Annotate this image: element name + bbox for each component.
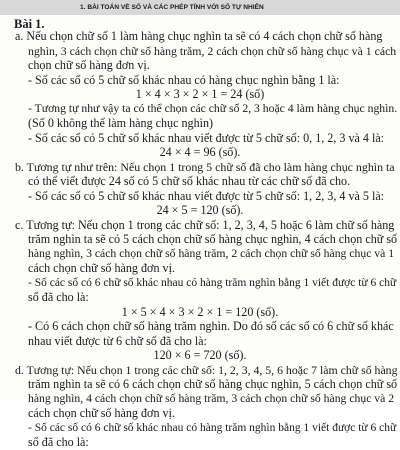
text-line: hàng nghìn, 3 cách chọn chữ số hàng trăm, 2 cách chọn chữ số hàng chục và 1: [28, 246, 395, 260]
text-line: - Có 6 cách chọn chữ số hàng trăm nghìn. Do đó số các số có 6 chữ số khác: [28, 319, 394, 333]
text-line: - Số các số có 5 chữ số khác nhau có hàng chục nghìn bằng 1 là:: [28, 72, 340, 87]
text-line: - Số các số có 5 chữ số khác nhau viết được từ 5 chữ số: 0, 1, 2, 3 và 4 là:: [28, 130, 385, 145]
text-line: - Số các số có 5 chữ số khác nhau viết được từ 5 chữ số: 1, 2, 3, 4 và 5 là:: [28, 188, 385, 203]
formula-line: 24 × 4 = 96 (số).: [159, 145, 241, 159]
text-line: a. Nếu chọn chữ số 1 làm hàng chục nghìn ta sẽ có 4 cách chọn chữ số hàng: [15, 29, 383, 43]
exercise-label: Bài 1.: [14, 17, 45, 31]
text-line: d. Tương tự: Nếu chọn 1 trong các chữ số: 1, 2, 3, 4, 5, 6 hoặc 7 làm chữ số hàng: [15, 362, 398, 377]
text-line: trăm nghìn ta sẽ có 6 cách chọn chữ số hàng chục nghìn, 5 cách chọn chữ số: [28, 377, 398, 391]
text-line: số đã cho là:: [28, 435, 89, 449]
text-line: nghìn, 3 cách chọn chữ số hàng trăm, 2 cách chọn chữ số hàng chục và 1 cách: [28, 43, 397, 58]
text-line: nhau viết được từ 6 chữ số đã cho là:: [28, 333, 207, 348]
formula-line: 1 × 4 × 3 × 2 × 1 = 24 (số): [135, 87, 265, 101]
section-title: 1. BÀI TOÁN VỀ SỐ VÀ CÁC PHÉP TÍNH VỚI SỐ TỰ NHIÊN: [80, 4, 264, 11]
text-line: (Số 0 không thể làm hàng chục nghìn): [28, 116, 214, 130]
text-line: - Số các số có 6 chữ số khác nhau có hàng trăm nghìn bằng 1 viết được từ 6 chữ: [28, 421, 397, 434]
formula-line: 1 × 5 × 4 × 3 × 2 × 1 = 120 (số).: [121, 304, 279, 319]
formula-line: 120 × 6 = 720 (số).: [153, 348, 247, 362]
text-line: - Tương tự như vậy ta có thể chọn các chữ số 2, 3 hoặc 4 làm hàng chục nghìn.: [28, 101, 398, 115]
text-line: b. Tương tự như trên: Nếu chọn 1 trong 5 chữ số đã cho làm hàng chục nghìn ta: [15, 159, 395, 174]
text-line: số đã cho là:: [28, 290, 89, 304]
formula-line: 24 × 5 = 120 (số).: [156, 203, 244, 217]
text-line: cách chọn chữ số hàng đơn vị.: [28, 261, 175, 275]
text-line: có thể viết được 24 số có 5 chữ số khác nhau từ các chữ số đã cho.: [28, 174, 351, 188]
text-line: c. Tương tự: Nếu chọn 1 trong các chữ số: 1, 2, 3, 4, 5 hoặc 6 làm chữ số hàng: [15, 217, 395, 232]
text-line: cách chọn chữ số hàng đơn vị.: [28, 406, 175, 420]
text-line: - Số các số có 6 chữ số khác nhau có hàng trăm nghìn bằng 1 viết được từ 6 chữ: [28, 276, 397, 289]
text-line: hàng nghìn, 4 cách chọn chữ số hàng trăm, 3 cách chọn chữ số hàng chục và 2: [28, 391, 395, 405]
text-line: chọn chữ số hàng đơn vị.: [28, 58, 150, 72]
text-line: trăm nghìn ta sẽ có 5 cách chọn chữ số hàng chục nghìn, 4 cách chọn chữ số: [28, 232, 398, 246]
